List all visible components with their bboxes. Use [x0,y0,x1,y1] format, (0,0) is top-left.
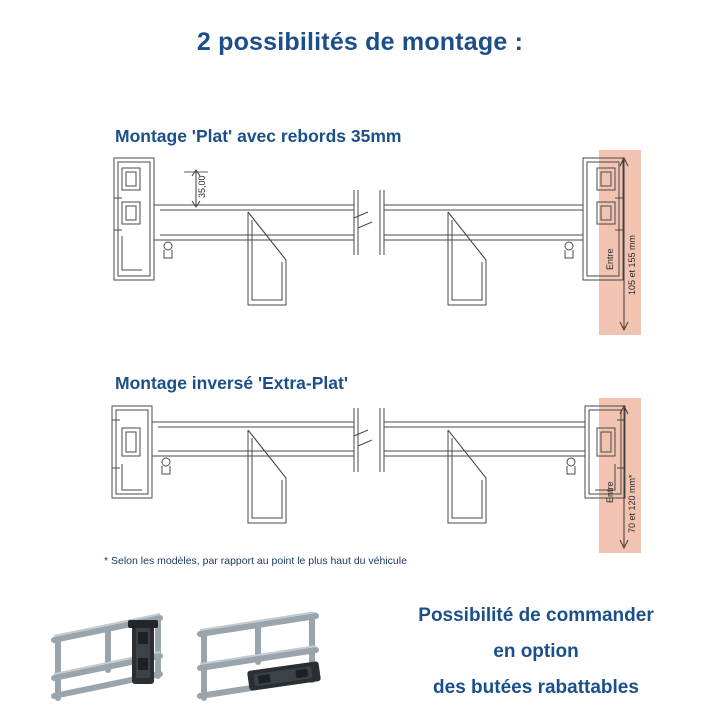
diagram-montage-extra-plat [96,398,641,558]
photo-roof-rack-stop-right [196,612,346,708]
section-title-extra-plat: Montage inversé 'Extra-Plat' [115,373,348,393]
page-title: 2 possibilités de montage : [196,28,524,56]
dimension-35: 35,00 [197,175,207,198]
option-text-line-2: en option [493,641,579,662]
clearance-label-value: 70 et 120 mm* [627,474,637,533]
clearance-label-entre: Entre [605,481,615,503]
option-text-line-3: des butées rabattables [433,677,639,698]
clearance-label-entre: Entre [605,248,615,270]
diagram-montage-plat [96,150,641,340]
option-text-line-1: Possibilité de commander [418,605,654,626]
section-title-plat: Montage 'Plat' avec rebords 35mm [115,126,402,146]
clearance-label-value: 105 et 155 mm [627,234,637,295]
photo-roof-rack-stop-left [48,600,198,708]
footnote: * Selon les modèles, par rapport au point le plus haut du véhicule [104,555,407,567]
